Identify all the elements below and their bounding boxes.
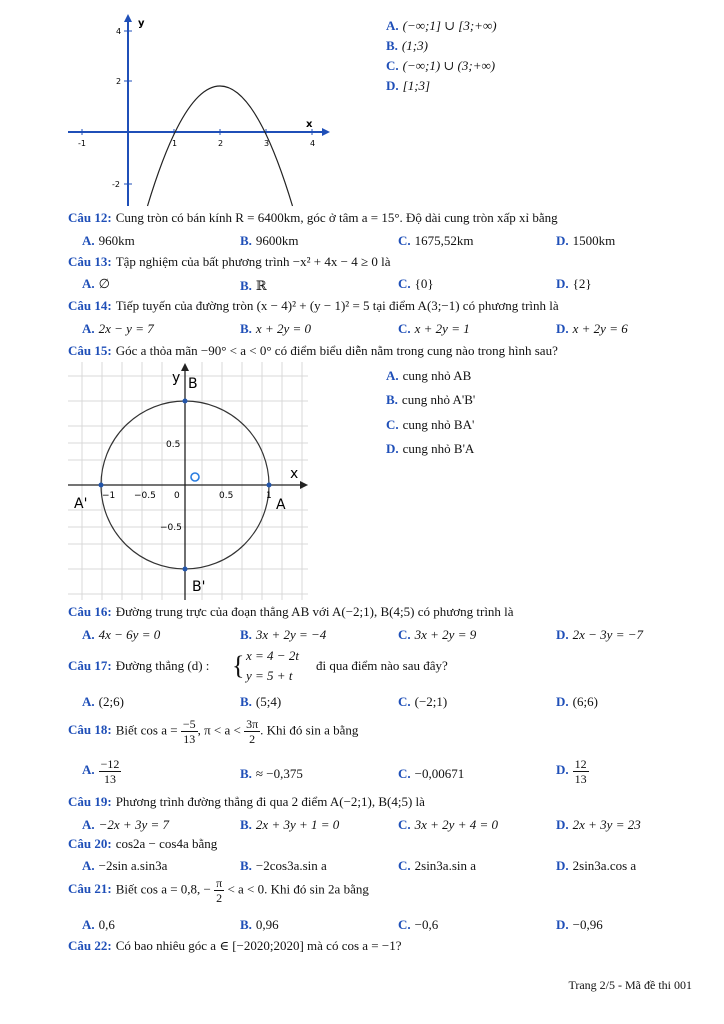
y-axis-label: y	[138, 18, 145, 29]
circle-x-label: x	[290, 466, 299, 482]
label-b-prime: B'	[192, 579, 206, 595]
q17-option-b[interactable]: B. (5;4)	[240, 694, 282, 709]
q21-option-b[interactable]: B. 0,96	[240, 917, 279, 932]
q14-option-b[interactable]: B. x + 2y = 0	[240, 321, 312, 336]
unit-circle-figure	[68, 362, 308, 600]
question-20: Câu 20: cos2a − cos4a bằng	[68, 836, 218, 851]
q11-option-d[interactable]: D. [1;3]	[386, 78, 431, 93]
tick-x-3: 3	[264, 139, 270, 148]
q17-system-line-1: x = 4 − 2t	[246, 648, 299, 663]
grid	[68, 362, 308, 600]
q18-option-a[interactable]: A. $\frac{-12}{13}$	[82, 757, 120, 786]
q20-option-d[interactable]: D. 2sin3a.cos a	[556, 858, 637, 873]
question-19: Câu 19: Phương trình đường thẳng đi qua 2 điểm A(−2;1), B(4;5) là	[68, 794, 425, 809]
circle-x-arrow-icon	[300, 481, 308, 489]
q18-option-c[interactable]: C. −0,00671	[398, 766, 465, 781]
q16-option-c[interactable]: C. 3x + 2y = 9	[398, 627, 477, 642]
q13-option-b[interactable]: B. ℝ	[240, 278, 267, 293]
question-13: Câu 13: Tập nghiệm của bất phương trình −x² + 4x − 4 ≥ 0 là	[68, 254, 391, 269]
tick-c-neg1: −1	[102, 491, 116, 501]
q14-option-c[interactable]: C. x + 2y = 1	[398, 321, 470, 336]
x-axis-arrow-icon	[322, 128, 330, 136]
question-12: Câu 12: Cung tròn có bán kính R = 6400km, góc ở tâm a = 15°. Độ dài cung tròn xấp xỉ bằng	[68, 210, 558, 225]
q17-option-d[interactable]: D. (6;6)	[556, 694, 598, 709]
tick-x-neg1: -1	[78, 139, 86, 148]
q18-option-b[interactable]: B. ≈ −0,375	[240, 766, 303, 781]
q15-option-d[interactable]: D. cung nhỏ B'A	[386, 441, 475, 456]
q21-fraction: $\frac{\pi}{2}$	[216, 876, 223, 905]
tick-c-05: 0.5	[219, 491, 234, 501]
tick-y-4: 4	[116, 27, 122, 36]
tick-x-1: 1	[172, 139, 178, 148]
q16-option-b[interactable]: B. 3x + 2y = −4	[240, 627, 327, 642]
q17-option-c[interactable]: C. (−2;1)	[398, 694, 448, 709]
q11-option-a[interactable]: A. (−∞;1] ∪ [3;+∞)	[386, 18, 497, 33]
q21-option-d[interactable]: D. −0,96	[556, 917, 603, 932]
q12-option-a[interactable]: A. 960km	[82, 233, 135, 248]
q20-option-a[interactable]: A. −2sin a.sin3a	[82, 858, 168, 873]
q17-text-after: đi qua điểm nào sau đây?	[316, 658, 448, 673]
label-a: A	[276, 497, 286, 513]
q17-option-a[interactable]: A. (2;6)	[82, 694, 124, 709]
circle-y-arrow-icon	[181, 363, 189, 371]
tick-x-4: 4	[310, 139, 316, 148]
q13-option-c[interactable]: C. {0}	[398, 276, 434, 291]
x-axis-label: x	[306, 119, 313, 130]
q11-option-c[interactable]: C. (−∞;1) ∪ (3;+∞)	[386, 58, 496, 73]
circle-y-label: y	[172, 370, 181, 386]
q15-option-a[interactable]: A. cung nhỏ AB	[386, 368, 472, 383]
tick-y-2: 2	[116, 77, 122, 86]
tick-x-2: 2	[218, 139, 224, 148]
parabola-graph	[60, 10, 330, 210]
q12-option-c[interactable]: C. 1675,52km	[398, 233, 474, 248]
question-15: Câu 15: Góc a thỏa mãn −90° < a < 0° có điểm biểu diễn nằm trong cung nào trong hình sau?	[68, 343, 558, 358]
q15-option-c[interactable]: C. cung nhỏ BA'	[386, 417, 475, 432]
q18-fraction-2: $\frac{3\pi}{2}$	[246, 717, 259, 746]
q19-option-b[interactable]: B. 2x + 3y + 1 = 0	[240, 817, 340, 832]
q13-option-a[interactable]: A. ∅	[82, 276, 110, 291]
label-b: B	[188, 376, 198, 392]
point-a-prime	[99, 483, 104, 488]
label-a-prime: A'	[74, 496, 88, 512]
tick-c-0: 0	[174, 491, 180, 501]
q18-option-d[interactable]: D. $\frac{12}{13}$	[556, 757, 587, 786]
q12-option-b[interactable]: B. 9600km	[240, 233, 299, 248]
q21-option-c[interactable]: C. −0,6	[398, 917, 439, 932]
page-footer: Trang 2/5 - Mã đề thi 001	[568, 978, 692, 992]
question-21: Câu 21: Biết cos a = 0,8, − $\frac{\pi}{2}$ < a < 0. Khi đó sin 2a bằng	[68, 876, 369, 905]
tick-c-1: 1	[266, 491, 272, 501]
q17-system-line-2: y = 5 + t	[246, 668, 293, 683]
q18-fraction-1: $\frac{-5}{13}$	[182, 717, 196, 746]
q21-option-a[interactable]: A. 0,6	[82, 917, 115, 932]
q19-option-c[interactable]: C. 3x + 2y + 4 = 0	[398, 817, 498, 832]
q14-option-d[interactable]: D. x + 2y = 6	[556, 321, 628, 336]
q11-option-b[interactable]: B. (1;3)	[386, 38, 428, 53]
y-axis-arrow-icon	[124, 14, 132, 22]
q15-option-b[interactable]: B. cung nhỏ A'B'	[386, 392, 476, 407]
system-brace-icon: {	[232, 651, 245, 680]
tick-c-y05: 0.5	[166, 440, 181, 450]
question-18: Câu 18: Biết cos a = $\frac{-5}{13}$ , π < a < $\frac{3\pi}{2}$ . Khi đó sin a bằng	[68, 717, 359, 746]
q14-option-a[interactable]: A. 2x − y = 7	[82, 321, 154, 336]
q16-option-d[interactable]: D. 2x − 3y = −7	[556, 627, 643, 642]
origin-point	[191, 473, 199, 481]
tick-c-neg05: −0.5	[134, 491, 156, 501]
q12-option-d[interactable]: D. 1500km	[556, 233, 616, 248]
question-17: Câu 17: Đường thẳng (d) :	[68, 658, 210, 673]
point-a	[267, 483, 272, 488]
question-16: Câu 16: Đường trung trực của đoạn thẳng AB với A(−2;1), B(4;5) có phương trình là	[68, 604, 514, 619]
tick-y-neg2: -2	[112, 180, 120, 189]
question-22: Câu 22: Có bao nhiêu góc a ∈ [−2020;2020] mà có cos a = −1?	[68, 938, 402, 953]
q20-option-b[interactable]: B. −2cos3a.sin a	[240, 858, 327, 873]
tick-c-yneg05: −0.5	[160, 523, 182, 533]
q19-option-d[interactable]: D. 2x + 3y = 23	[556, 817, 641, 832]
q19-option-a[interactable]: A. −2x + 3y = 7	[82, 817, 169, 832]
point-b	[183, 399, 188, 404]
question-14: Câu 14: Tiếp tuyến của đường tròn (x − 4)² + (y − 1)² = 5 tại điểm A(3;−1) có phương trình là	[68, 298, 559, 313]
q13-option-d[interactable]: D. {2}	[556, 276, 592, 291]
q20-option-c[interactable]: C. 2sin3a.sin a	[398, 858, 477, 873]
q16-option-a[interactable]: A. 4x − 6y = 0	[82, 627, 161, 642]
point-b-prime	[183, 567, 188, 572]
